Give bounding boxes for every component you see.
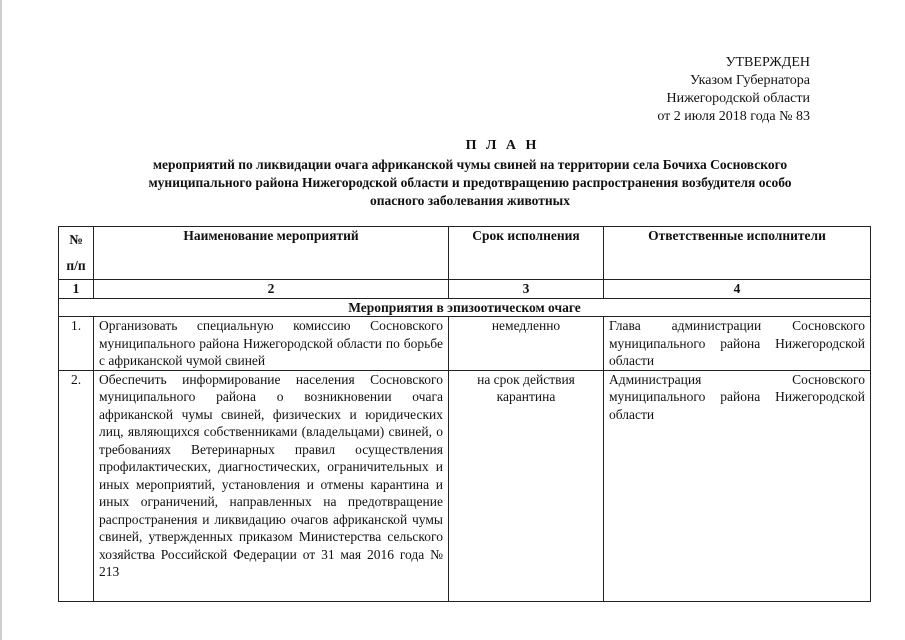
plan-table: [58, 226, 871, 602]
plan-subtitle: [80, 156, 860, 210]
approval-stamp: [600, 54, 810, 126]
section-row: [59, 298, 871, 317]
column-number-row: [59, 280, 871, 299]
header-row: [59, 227, 871, 280]
subtitle-line: мероприятий по ликвидации очага африканской чумы свиней на территории села Бочиха Сосновского: [152, 157, 788, 172]
row-deadline: немедленно: [449, 317, 604, 371]
header-number-line1: №: [69, 232, 83, 247]
table-row: [59, 317, 871, 371]
row-responsible: Глава администрации Сосновского муниципального района Нижегородской области: [604, 317, 871, 371]
plan-title: П Л А Н: [465, 138, 540, 153]
subtitle-line: муниципального района Нижегородской области и предотвращению распространения возбудителя особо: [148, 175, 792, 190]
header-deadline: Срок исполнения: [449, 227, 604, 280]
column-number: 1: [59, 280, 94, 299]
row-name: Организовать специальную комиссию Сосновского муниципального района Нижегородской области по борьбе с африканской чумой свиней: [94, 317, 449, 371]
table-row: [59, 370, 871, 601]
column-number: 4: [604, 280, 871, 299]
column-number: 2: [94, 280, 449, 299]
approval-date: от 2 июля 2018 года № 83: [657, 109, 810, 124]
column-number: 3: [449, 280, 604, 299]
header-number: [59, 227, 94, 280]
header-number-line2: п/п: [66, 258, 86, 273]
scan-edge: [0, 0, 2, 640]
row-name: Обеспечить информирование населения Сосновского муниципального района о возникновении очага африканской чумы свиней, физических и юридических лиц, являющихся собственниками (владельцами) свиней, о требованиях Ветеринарных правил осуществления профилактических, диагностических, ограничительных и иных мероприятий, установления и отмены карантина и иных ограничений, направленных на предотвращение распространения и ликвидацию очагов африканской чумы свиней, утвержденных приказом Министерства сельского хозяйства Российской Федерации от 31 мая 2016 года № 213: [94, 370, 449, 601]
row-number: 2.: [59, 370, 94, 601]
row-number: 1.: [59, 317, 94, 371]
approval-line: УТВЕРЖДЕН: [725, 55, 810, 70]
row-deadline: на срок действия карантина: [449, 370, 604, 601]
section-title: Мероприятия в эпизоотическом очаге: [59, 298, 871, 317]
header-responsible: Ответственные исполнители: [604, 227, 871, 280]
approval-line: Нижегородской области: [666, 91, 810, 106]
header-name: Наименование мероприятий: [94, 227, 449, 280]
row-responsible: Администрация Сосновского муниципального района Нижегородской области: [604, 370, 871, 601]
subtitle-line: опасного заболевания животных: [370, 193, 570, 208]
approval-line: Указом Губернатора: [689, 73, 810, 88]
